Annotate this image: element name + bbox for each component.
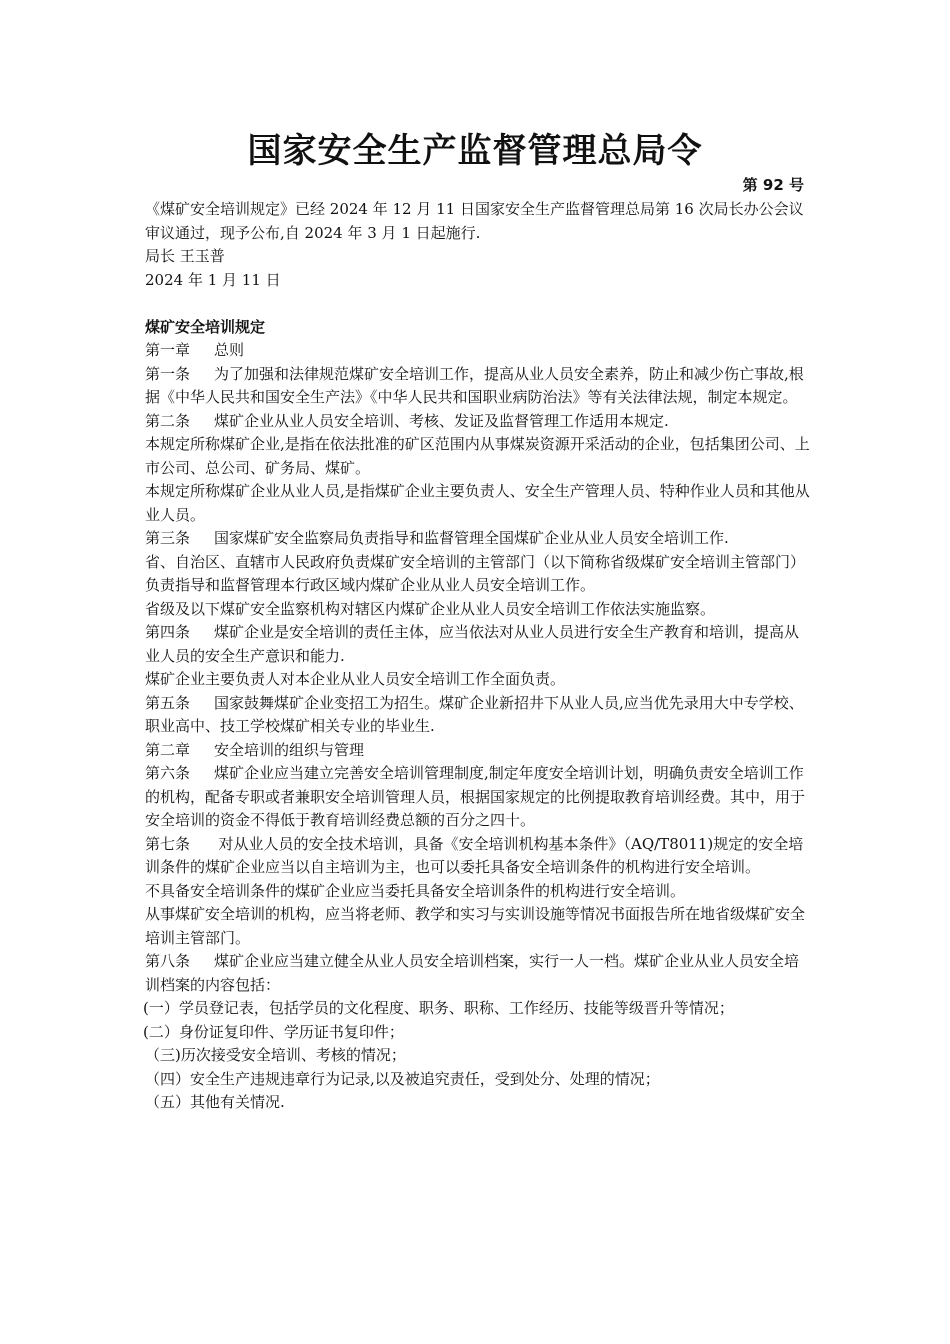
article-text: 煤矿企业应当建立完善安全培训管理制度,制定年度安全培训计划，明确负责安全培训工作的机构，配备专职或者兼职安全培训管理人员，根据国家规定的比例提取教育培训经费。其中，用于安全培训的资金不得低于教育培训经费总额的百分之四十。 (145, 764, 806, 829)
article-label: 第四条 (145, 623, 191, 641)
list-item: (一）学员登记表，包括学员的文化程度、职务、职称、工作经历、技能等级晋升等情况； (143, 999, 734, 1017)
article-text: 国家煤矿安全监察局负责指导和监督管理全国煤矿企业从业人员安全培训工作. (214, 529, 729, 547)
chapter-title: 总则 (214, 341, 245, 359)
article-label: 第七条 (145, 834, 191, 853)
article-3 (145, 527, 813, 551)
paragraph: 省级及以下煤矿安全监察机构对辖区内煤矿企业从业人员安全培训工作依法实施监察。 (145, 599, 716, 618)
chapter-title: 安全培训的组织与管理 (214, 740, 365, 759)
list-item: （三)历次接受安全培训、考核的情况； (145, 1046, 406, 1064)
paragraph: 本规定所称煤矿企业从业人员,是指煤矿企业主要负责人、安全生产管理人员、特种作业人员和其他从业人员。 (145, 482, 810, 524)
regulation-title: 煤矿安全培训规定 (145, 317, 266, 336)
article-text: 煤矿企业应当建立健全从业人员安全培训档案，实行一人一档。煤矿企业从业人员安全培训档案的内容包括： (145, 952, 800, 994)
paragraph: 省、自治区、直辖市人民政府负责煤矿安全培训的主管部门（以下简称省级煤矿安全培训主管部门）负责指导和监督管理本行政区域内煤矿企业从业人员安全培训工作。 (145, 552, 806, 594)
paragraph: 从事煤矿安全培训的机构，应当将老师、教学和实习与实训设施等情况书面报告所在地省级煤矿安全培训主管部门。 (145, 905, 806, 947)
chapter-label: 第一章 (145, 341, 191, 359)
list-item: （四）安全生产违规违章行为记录,以及被追究责任，受到处分、处理的情况； (145, 1069, 660, 1088)
chapter-heading (145, 739, 813, 763)
article-6 (145, 762, 813, 833)
chapter-heading (145, 339, 813, 363)
intro-paragraph: 《煤矿安全培训规定》已经 2024 年 12 月 11 日国家安全生产监督管理总局第 16 次局长办公会议审议通过，现予公布,自 2024 年 3 月 1 日起施行. (145, 200, 804, 242)
list-item: （五）其他有关情况. (145, 1093, 285, 1111)
article-text: 国家鼓舞煤矿企业变招工为招生。煤矿企业新招井下从业人员,应当优先录用大中专学校、职业高中、技工学校煤矿相关专业的毕业生. (145, 693, 804, 735)
spacer (145, 292, 813, 316)
article-label: 第三条 (145, 529, 191, 547)
signer: 局长 王玉普 (145, 247, 225, 265)
paragraph: 本规定所称煤矿企业,是指在依法批准的矿区范围内从事煤炭资源开采活动的企业，包括集团公司、上市公司、总公司、矿务局、煤矿。 (145, 435, 810, 477)
paragraph: 煤矿企业主要负责人对本企业从业人员安全培训工作全面负责。 (145, 670, 566, 688)
chapter-label: 第二章 (145, 740, 191, 759)
order-number: 第 92 号 (742, 176, 804, 194)
paragraph: 不具备安全培训条件的煤矿企业应当委托具备安全培训条件的机构进行安全培训。 (145, 881, 686, 900)
article-5 (145, 692, 813, 739)
article-7 (145, 833, 813, 880)
article-1 (145, 363, 813, 410)
article-4 (145, 621, 813, 668)
article-2 (145, 410, 813, 434)
article-label: 第六条 (145, 764, 191, 782)
article-label: 第五条 (145, 693, 191, 712)
article-label: 第一条 (145, 364, 191, 383)
article-text: 为了加强和法律规范煤矿安全培训工作，提高从业人员安全素养，防止和减少伤亡事故,根据《中华人民共和国安全生产法》《中华人民共和国职业病防治法》等有关法律法规，制定本规定。 (145, 364, 804, 406)
article-text: 煤矿企业从业人员安全培训、考核、发证及监督管理工作适用本规定. (214, 411, 669, 430)
article-label: 第八条 (145, 952, 191, 970)
article-8 (145, 950, 813, 997)
article-label: 第二条 (145, 411, 191, 430)
issue-date: 2024 年 1 月 11 日 (145, 270, 281, 289)
document-body (145, 198, 813, 1115)
list-item: (二）身份证复印件、学历证书复印件； (143, 1022, 404, 1041)
article-text: 对从业人员的安全技术培训，具备《安全培训机构基本条件》（AQ/T8011)规定的安全培训条件的煤矿企业应当以自主培训为主，也可以委托具备安全培训条件的机构进行安全培训。 (145, 834, 804, 876)
article-text: 煤矿企业是安全培训的责任主体，应当依法对从业人员进行安全生产教育和培训，提高从业人员的安全生产意识和能力. (145, 623, 800, 665)
document-title: 国家安全生产监督管理总局令 (247, 131, 703, 171)
